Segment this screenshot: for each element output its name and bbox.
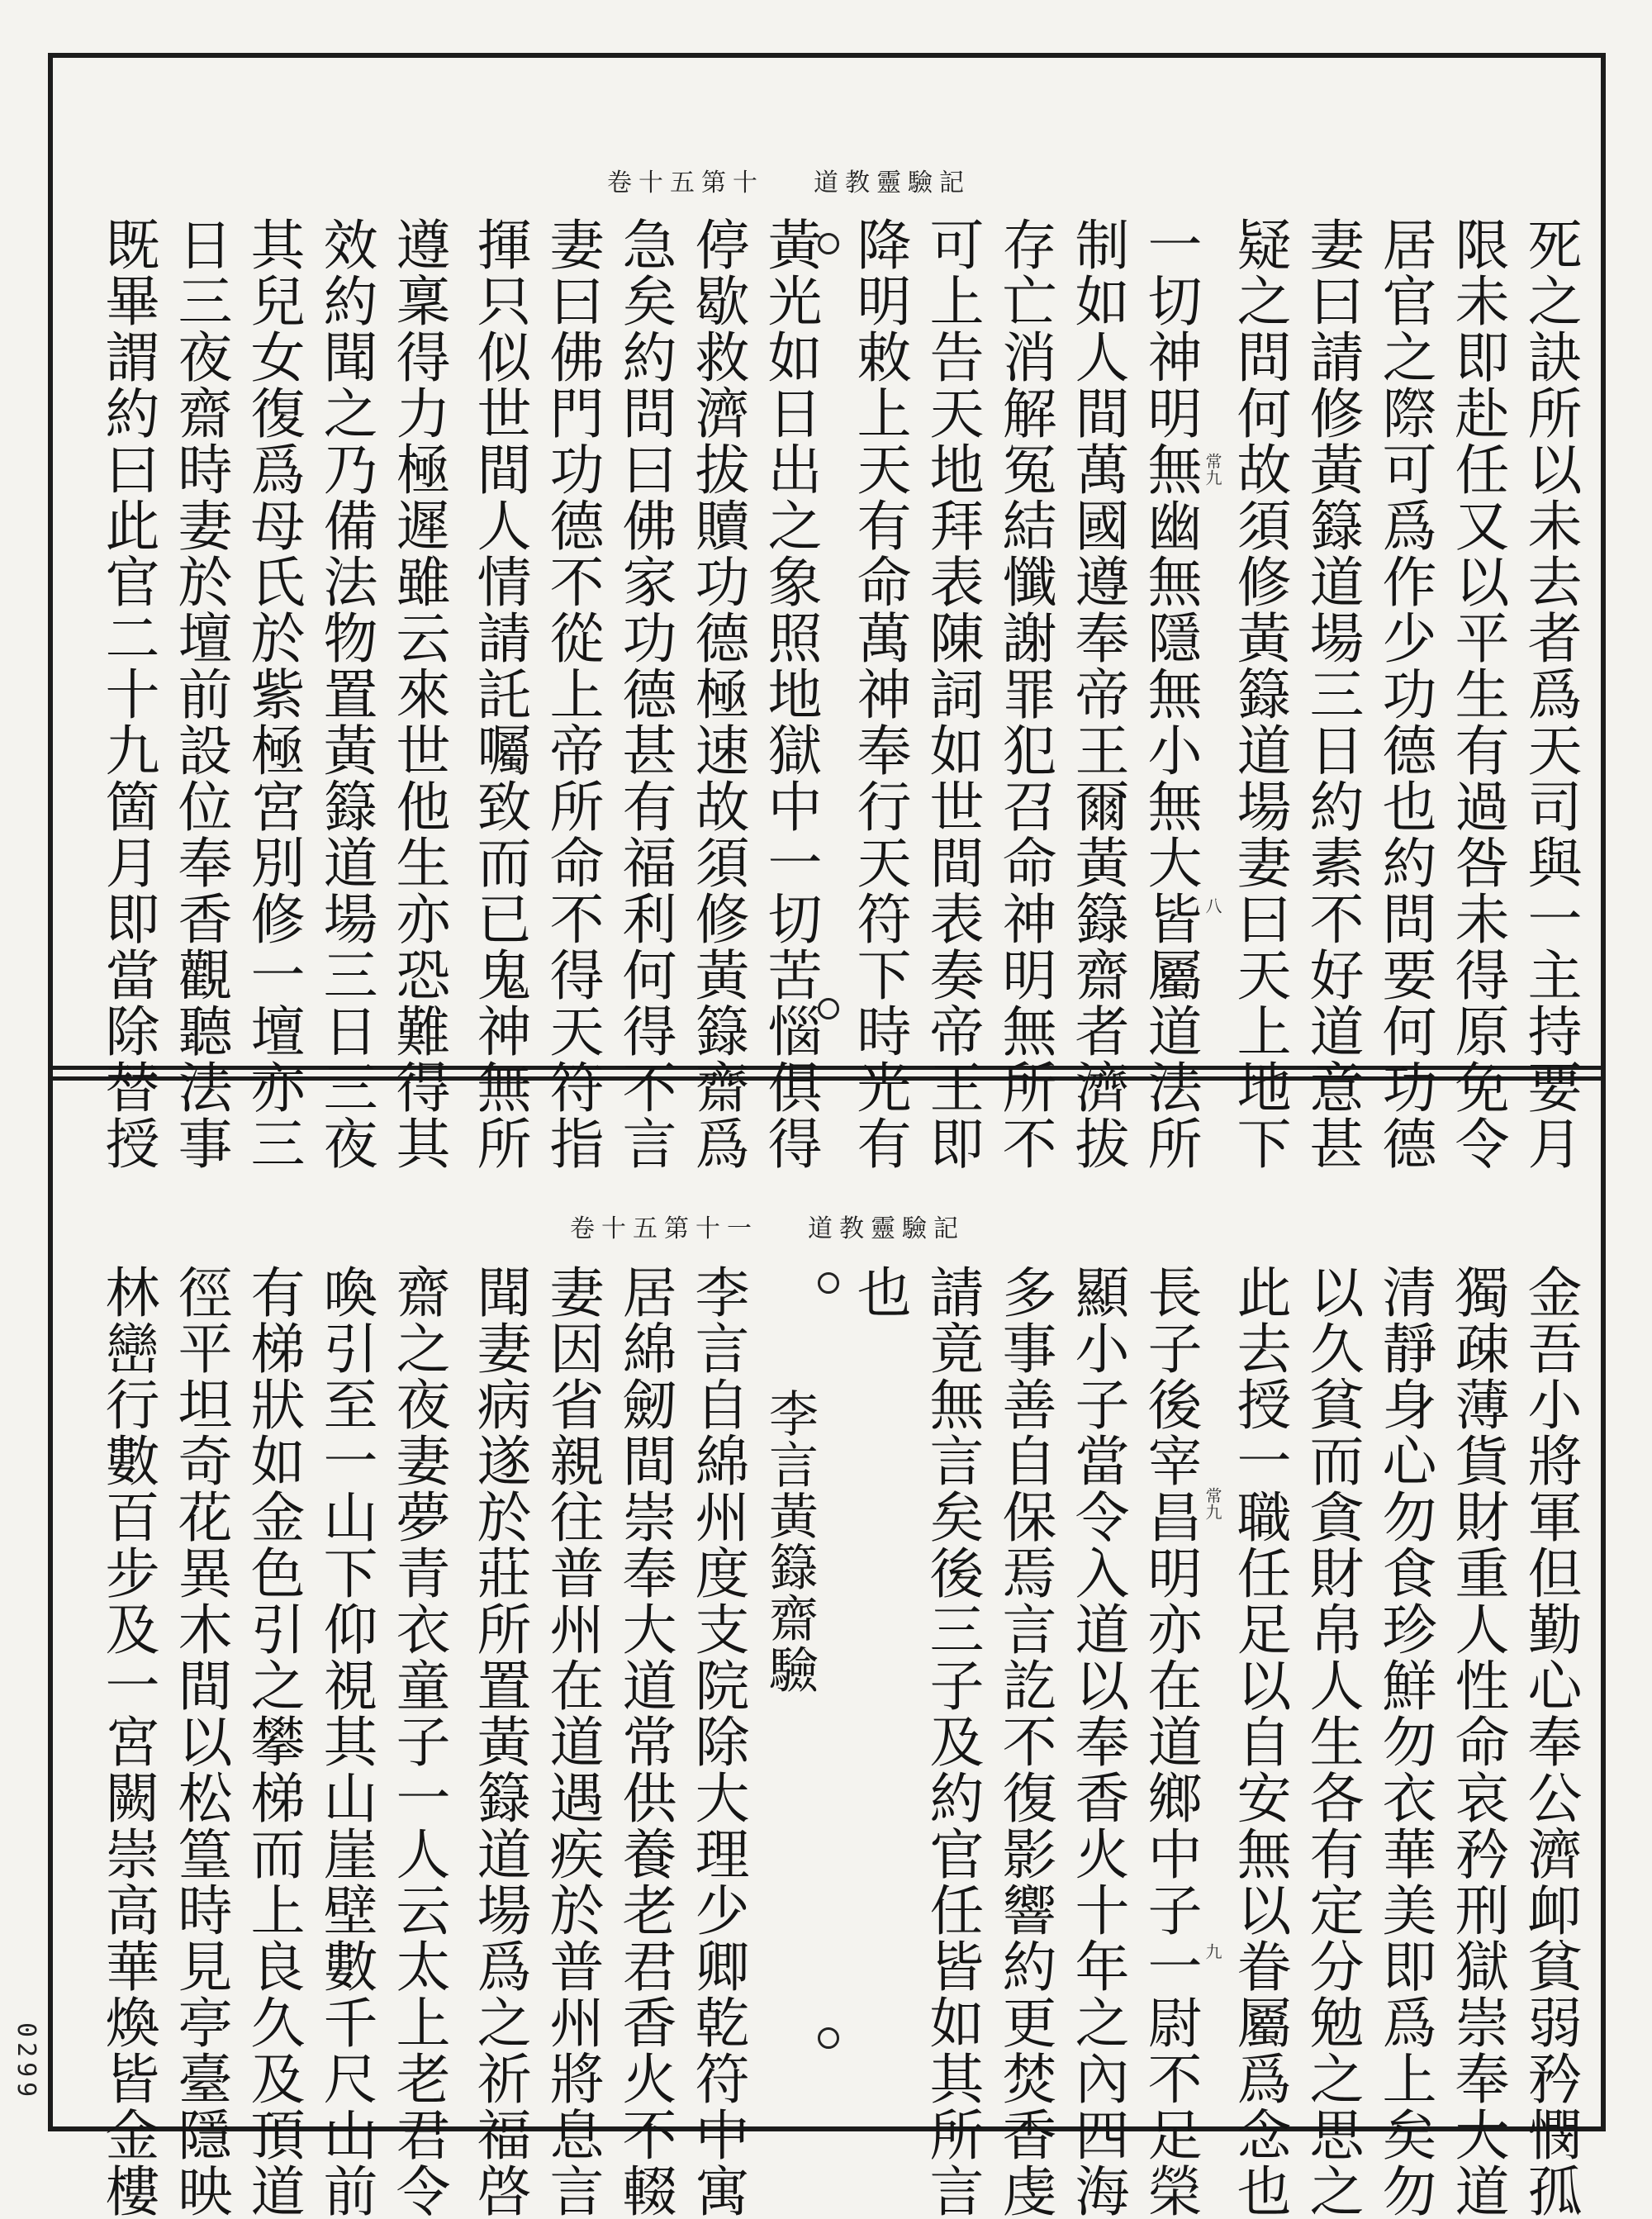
top-column-1: 死之訣所以未去者爲天司與一主持要月 [1518,216,1582,1171]
bottom-column-4: 以久貧而貪財帛人生各有定分勉之思之 [1300,1264,1364,2219]
bottom-column-18: 有梯狀如金色引之攀梯而上良久及頂道 [241,1264,305,2219]
top-column-19: 日三夜齋時妻於壇前設位奉香觀聽法事 [169,216,232,1171]
bottom-section-title: 李言黃籙齋驗 [761,1388,819,1695]
top-margin-note-2: 八 [1203,897,1222,914]
top-column-8: 存亡消解冤結懺謝罪犯召命神明無所不 [993,216,1056,1171]
top-column-7: 制如人間萬國遵奉帝王爾黃籙齋者濟拔 [1066,216,1129,1171]
top-page-header [607,162,971,198]
bottom-margin-note-2: 九 [1203,1943,1222,1960]
bottom-column-6: 長子後宰昌明亦在道鄉中子一尉不足榮 [1138,1264,1202,2219]
bottom-column-17: 喚引至一山下仰視其山崖壁數千尺山前 [314,1264,377,2219]
top-column-10: 降明敕上天有命萬神奉行天符下時光有 [847,216,911,1171]
top-column-2: 限未即赴任又以平生有過咎未得原免令 [1446,216,1509,1171]
bottom-column-20: 林巒行數百步及一宮闕崇高華煥皆金樓 [96,1264,159,2219]
bottom-column-13: 居綿劒間崇奉大道常供養老君香火不輟 [613,1264,676,2219]
top-column-12: 停歇救濟拔贖功德極速故須修黃籙齋爲 [686,216,749,1171]
top-column-5: 疑之問何故須修黃籙道場妻曰天上地下 [1227,216,1291,1171]
bottom-column-3: 清靜身心勿食珍鮮勿衣華美即爲上矣勿 [1373,1264,1436,2219]
top-column-15: 揮只似世間人情請託囑致而已鬼神無所 [468,216,531,1171]
top-column-4: 妻曰請修黃籙道場三日約素不好道意甚 [1300,216,1364,1171]
top-column-14: 妻曰佛門功德不從上帝所命不得天符指 [540,216,604,1171]
circle-mark [818,998,839,1019]
bottom-header-volume: 卷十五第十一 [570,1214,758,1243]
top-column-6: 一切神明無幽無隱無小無大皆屬道法所 [1138,216,1202,1171]
bottom-column-8: 多事善自保焉言訖不復影響約更焚香虔 [993,1264,1056,2219]
bottom-column-2: 獨疎薄貨財重人性命哀矜刑獄崇奉大道 [1446,1264,1509,2219]
bottom-column-19: 徑平坦奇花異木間以松篁時見亭臺隱映 [169,1264,232,2219]
top-column-11: 黃光如日出之象照地獄中一切苦惱俱得 [758,216,822,1171]
bottom-column-9: 請竟無言矣後三子及約官任皆如其所言 [920,1264,984,2219]
top-column-18: 其兒女復爲母氏於紫極宮別修一壇亦三 [241,216,305,1171]
top-column-3: 居官之際可爲作少功德也約問要何功德 [1373,216,1436,1171]
bottom-column-15: 聞妻病遂於莊所置黃籙道場爲之祈福啓 [468,1264,531,2219]
top-column-13: 急矣約問曰佛家功德甚有福利何得不言 [613,216,676,1171]
bottom-column-16: 齋之夜妻夢青衣童子一人云太上老君令 [387,1264,450,2219]
circle-mark [818,233,839,254]
bottom-column-14: 妻因省親往普州在道遇疾於普州將息言 [540,1264,604,2219]
top-column-9: 可上告天地拜表陳詞如世間表奏帝王即 [920,216,984,1171]
top-column-16: 遵稟得力極遲雖云來世他生亦恐難得其 [387,216,450,1171]
top-column-20: 既畢謂約曰此官二十九箇月即當除替授 [96,216,159,1171]
page-number: 0299 [12,2022,40,2103]
top-header-volume: 卷十五第十 [607,169,764,197]
bottom-page-header [570,1208,965,1244]
bottom-column-10: 也 [847,1264,911,1320]
bottom-header-title: 道教靈驗記 [808,1214,965,1243]
top-margin-note: 常九 [1203,453,1222,486]
circle-mark [818,2027,839,2049]
bottom-column-5: 此去授一職任足以自安無以眷屬爲念也 [1227,1264,1291,2219]
top-column-17: 效約聞之乃備法物置黃籙道場三日三夜 [314,216,377,1171]
bottom-column-1: 金吾小將軍但勤心奉公濟卹貧弱矜憫孤 [1518,1264,1582,2219]
bottom-margin-note: 常九 [1203,1487,1222,1520]
top-header-title: 道教靈驗記 [814,169,971,197]
bottom-column-12: 李言自綿州度支院除大理少卿乾符中寓 [686,1264,749,2219]
bottom-column-7: 顯小子當令入道以奉香火十年之內四海 [1066,1264,1129,2219]
circle-mark [818,1272,839,1294]
